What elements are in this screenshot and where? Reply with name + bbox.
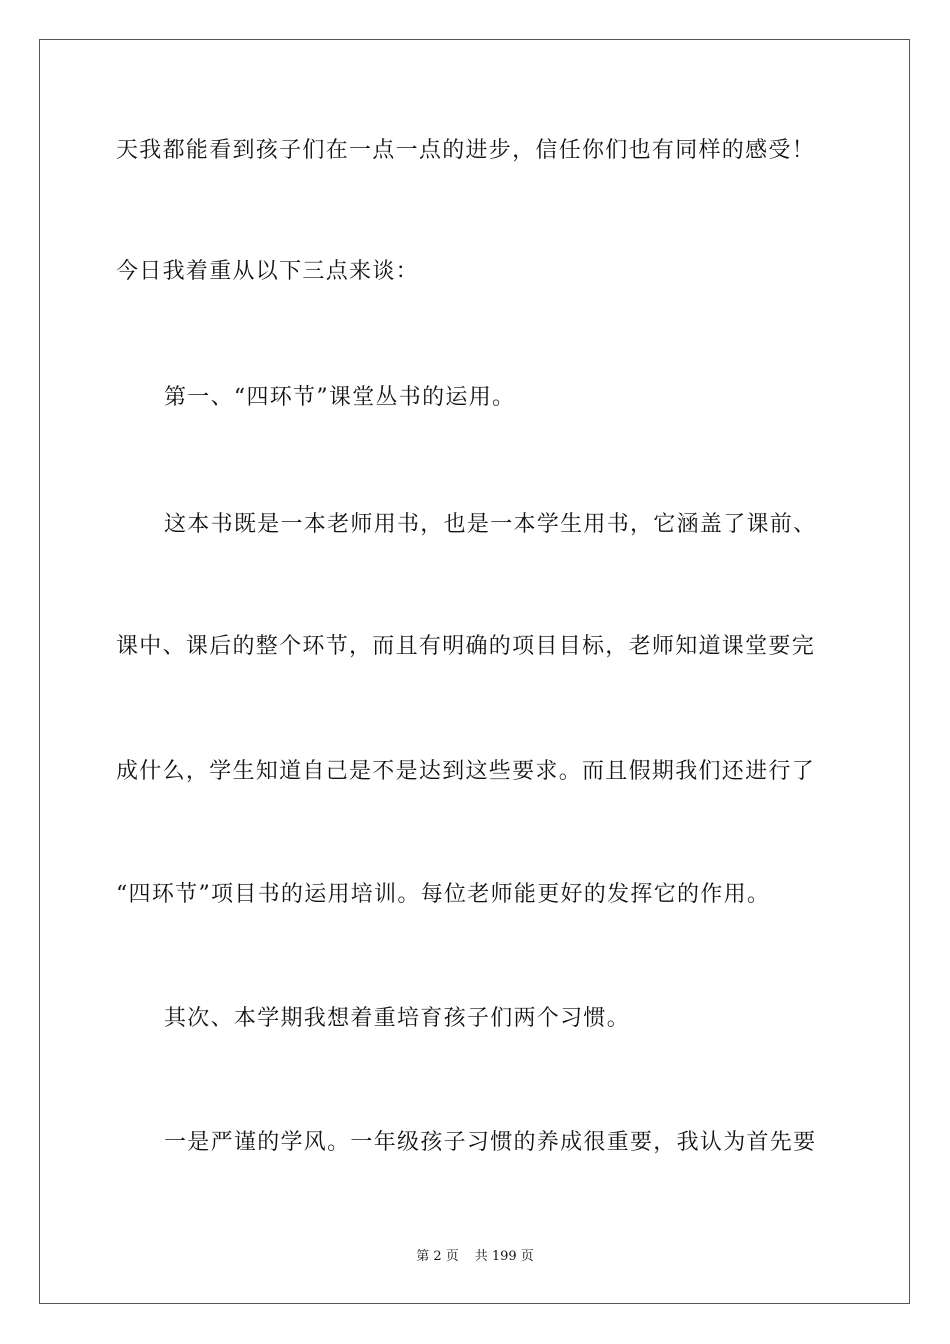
section-heading-2: 其次、本学期我想着重培育孩子们两个习惯。 [164, 1006, 631, 1031]
section-heading-1: 第一、“四环节”课堂丛书的运用。 [164, 385, 516, 410]
page-footer [0, 1248, 950, 1266]
body-line-1: 天我都能看到孩子们在一点一点的进步，信任你们也有同样的感受！ [116, 138, 816, 163]
body-line-6: 成什么，学生知道自己是不是达到这些要求。而且假期我们还进行了 [116, 759, 816, 784]
body-line-4: 这本书既是一本老师用书，也是一本学生用书，它涵盖了课前、 [164, 512, 817, 537]
body-line-9: 一是严谨的学风。一年级孩子习惯的养成很重要，我认为首先要 [164, 1130, 817, 1155]
body-line-7: “四环节”项目书的运用培训。每位老师能更好的发挥它的作用。 [116, 882, 771, 907]
body-line-5: 课中、课后的整个环节，而且有明确的项目目标，老师知道课堂要完 [116, 634, 816, 659]
page-number: 第 2 页 [416, 1249, 459, 1264]
page-border [39, 39, 910, 1304]
total-pages: 共 199 页 [474, 1249, 534, 1264]
body-line-2: 今日我着重从以下三点来谈： [116, 259, 419, 284]
